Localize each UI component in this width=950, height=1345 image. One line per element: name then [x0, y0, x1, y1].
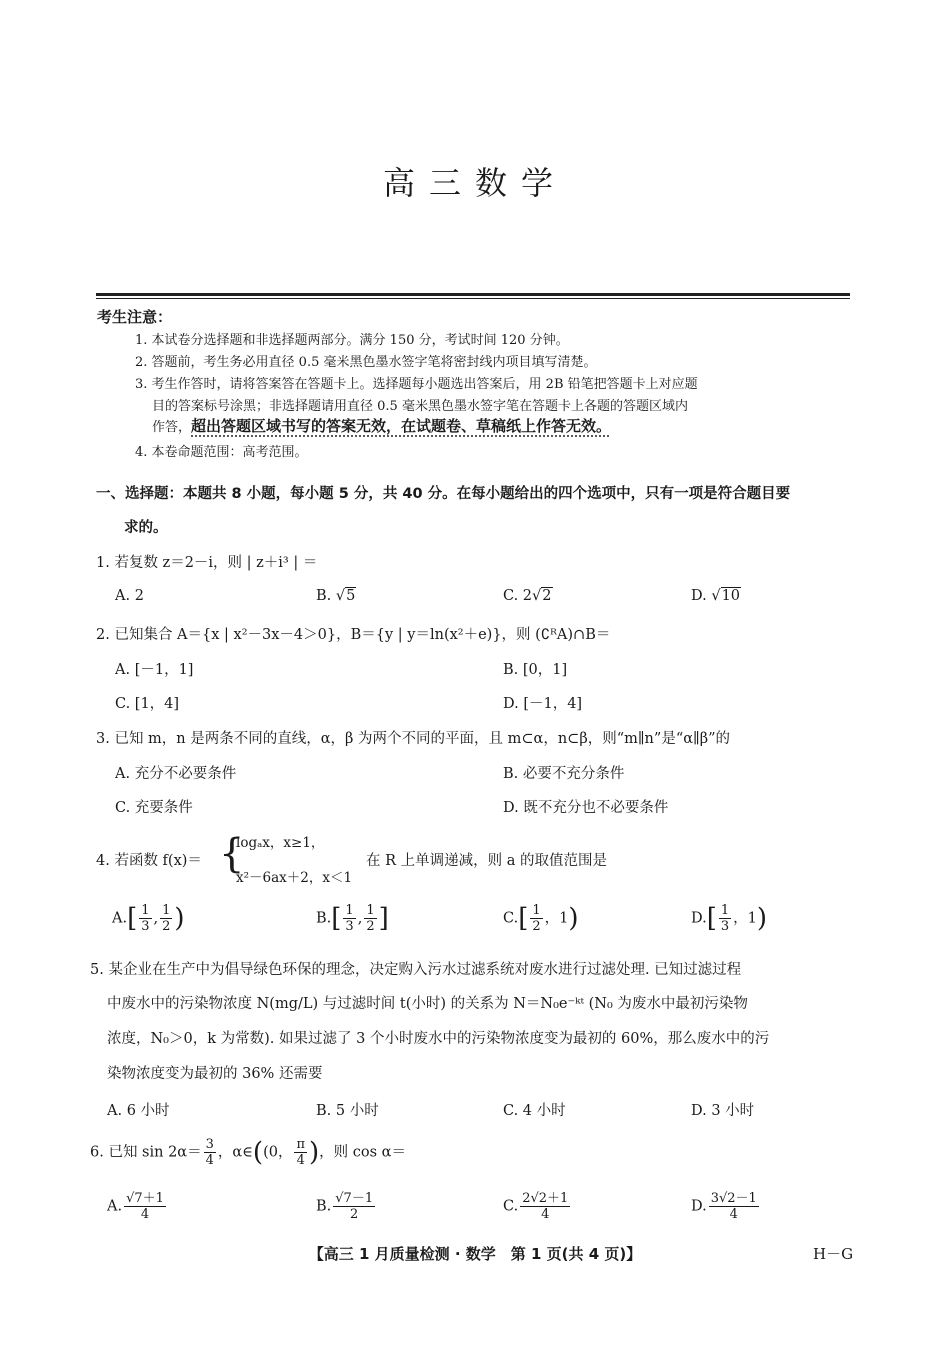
- notice-item-3-prefix: 作答，: [152, 420, 192, 435]
- q3-option-b: B. 必要不充分条件: [503, 766, 625, 782]
- q3-option-c: C. 充要条件: [115, 800, 193, 816]
- q2-stem: 2. 已知集合 A＝{x | x²－3x－4＞0}，B＝{y | y＝ln(x²＋e)}，则 (∁ᴿA)∩B＝: [96, 627, 611, 643]
- notice-heading: 考生注意：: [97, 308, 173, 326]
- q2-option-c: C. [1，4]: [115, 696, 180, 712]
- q4-suffix: 在 R 上单调递减，则 a 的取值范围是: [366, 853, 607, 869]
- q4-option-b: B.[ $\frac{1}{3}$ , $\frac{1}{2}$ ]: [316, 903, 389, 934]
- header-rule-thick: [96, 293, 850, 296]
- notice-item-2: 2. 答题前，考生务必用直径 0.5 毫米黑色墨水签字笔将密封线内项目填写清楚。: [135, 355, 597, 370]
- q1-option-d: D. √10: [691, 588, 741, 604]
- q2-option-d: D. [－1，4]: [503, 696, 583, 712]
- notice-item-3-emphasis: 超出答题区域书写的答案无效，在试题卷、草稿纸上作答无效。: [191, 417, 612, 435]
- q1-option-a: A. 2: [115, 588, 144, 604]
- q4-case-2: x²－6ax＋2，x＜1: [236, 870, 353, 886]
- q6-option-a: A. $\frac{√7+1}{4}$: [107, 1191, 164, 1222]
- section-1-heading-line-2: 求的。: [124, 520, 168, 536]
- q5-line-4: 染物浓度变为最初的 36% 还需要: [107, 1066, 323, 1082]
- q4-case-1: logₐx，x≥1，: [236, 835, 325, 851]
- q4-option-d: D.[ $\frac{1}{3}$ ，1): [691, 903, 768, 934]
- q3-option-d: D. 既不充分也不必要条件: [503, 800, 669, 816]
- notice-item-3-line-2: 目的答案标号涂黑；非选择题请用直径 0.5 毫米黑色墨水签字笔在答题卡上各题的答题区域内: [152, 399, 688, 414]
- q2-option-b: B. [0，1]: [503, 662, 568, 678]
- paper-code: H－G: [813, 1245, 854, 1263]
- q5-option-c: C. 4 小时: [503, 1103, 566, 1119]
- q1-option-c: C. 2√2: [503, 588, 552, 604]
- notice-item-1: 1. 本试卷分选择题和非选择题两部分。满分 150 分，考试时间 120 分钟。: [135, 333, 569, 348]
- page-footer: 【高三 1 月质量检测 · 数学 第 1 页(共 4 页)】: [308, 1245, 642, 1263]
- q4-option-c: C.[ $\frac{1}{2}$ ，1): [503, 903, 579, 934]
- q5-option-d: D. 3 小时: [691, 1103, 755, 1119]
- notice-item-3-line-3: [152, 415, 611, 436]
- q6-option-d: D. $\frac{3√2-1}{4}$: [691, 1191, 757, 1222]
- page-title: 高三数学: [382, 164, 567, 202]
- section-1-heading-line-1: 一、选择题：本题共 8 小题，每小题 5 分，共 40 分。在每小题给出的四个选项中，只有一项是符合题目要: [96, 486, 791, 502]
- q5-line-3: 浓度，N₀＞0，k 为常数). 如果过滤了 3 个小时废水中的污染物浓度变为最初的 60%，那么废水中的污: [107, 1031, 770, 1047]
- q5-option-b: B. 5 小时: [316, 1103, 379, 1119]
- q6-option-b: B. $\frac{√7-1}{2}$: [316, 1191, 374, 1222]
- q3-stem: 3. 已知 m，n 是两条不同的直线，α，β 为两个不同的平面，且 m⊂α，n⊂β，则“m∥n”是“α∥β”的: [96, 731, 731, 747]
- q5-option-a: A. 6 小时: [107, 1103, 170, 1119]
- q4-option-a: A.[ $\frac{1}{3}$ , $\frac{1}{2}$ ): [112, 903, 185, 934]
- q5-line-2: 中废水中的污染物浓度 N(mg/L) 与过滤时间 t(小时) 的关系为 N＝N₀e⁻ᵏᵗ (N₀ 为废水中最初污染物: [107, 996, 748, 1012]
- q1-option-b: B. √5: [316, 588, 356, 604]
- q2-option-a: A. [－1，1]: [115, 662, 194, 678]
- q3-option-a: A. 充分不必要条件: [115, 766, 237, 782]
- header-rule-thin: [96, 298, 850, 299]
- notice-item-4: 4. 本卷命题范围：高考范围。: [135, 445, 308, 460]
- q6-option-c: C. $\frac{2√2+1}{4}$: [503, 1191, 569, 1222]
- q6-stem: 6. 已知 sin 2α＝ $\frac{3}{4}$ ，α∈((0， $\frac{\pi}{4}$ )，则 cos α＝: [90, 1137, 406, 1168]
- q5-line-1: 5. 某企业在生产中为倡导绿色环保的理念，决定购入污水过滤系统对废水进行过滤处理. 已知过滤过程: [90, 962, 742, 978]
- notice-item-3-line-1: 3. 考生作答时，请将答案答在答题卡上。选择题每小题选出答案后，用 2B 铅笔把答题卡上对应题: [135, 377, 698, 392]
- q4-prefix: 4. 若函数 f(x)＝: [96, 853, 202, 869]
- q1-stem: 1. 若复数 z＝2－i，则 | z＋i³ | ＝: [96, 555, 318, 571]
- q4-brace: {: [219, 831, 245, 877]
